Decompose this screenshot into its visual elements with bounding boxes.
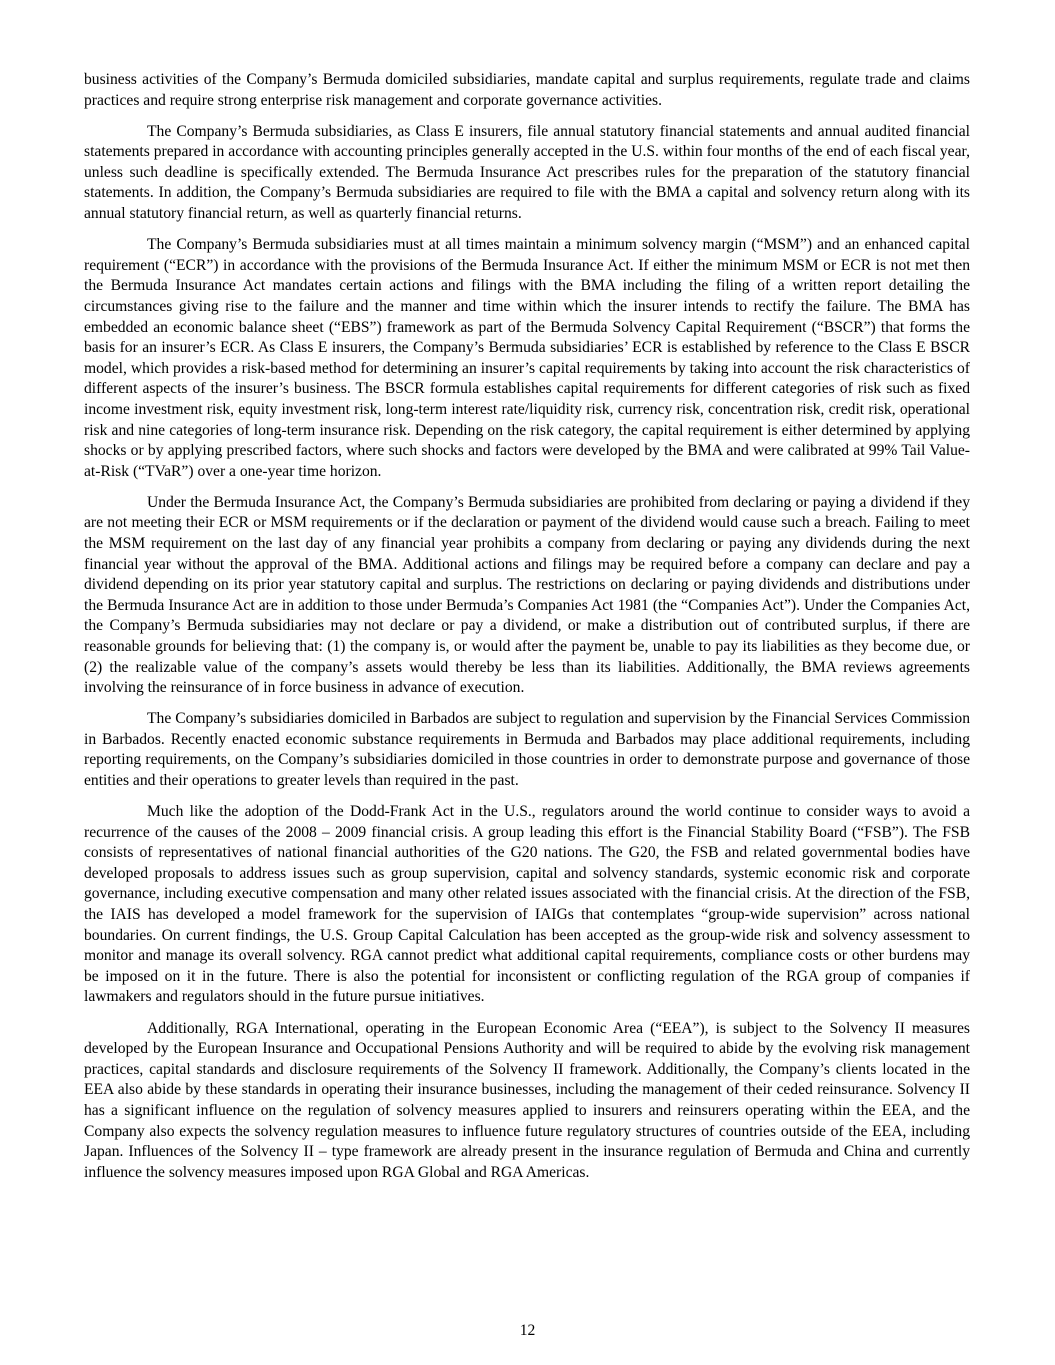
- paragraph: Under the Bermuda Insurance Act, the Company’s Bermuda subsidiaries are prohibited from declaring or paying a dividend if they are not meeting their ECR or MSM requirements or if the declaration or payment of the dividend would cause such a breach. Failing to meet the MSM requirement on the last day of any financial year prohibits a company from declaring or paying any dividends during the next financial year without the approval of the BMA. Additional actions and filings may be required before a company can declare and pay a dividend depending on its prior year statutory capital and surplus. The restrictions on declaring or paying dividends and distributions under the Bermuda Insurance Act are in addition to those under Bermuda’s Companies Act 1981 (the “Companies Act”). Under the Companies Act, the Company’s Bermuda subsidiaries may not declare or pay a dividend, or make a distribution out of contributed surplus, if there are reasonable grounds for believing that: (1) the company is, or would after the payment be, unable to pay its liabilities as they become due, or (2) the realizable value of the company’s assets would thereby be less than its liabilities. Additionally, the BMA reviews agreements involving the reinsurance of in force business in advance of execution.: [84, 493, 970, 697]
- paragraph: Additionally, RGA International, operating in the European Economic Area (“EEA”), is subject to the Solvency II measures developed by the European Insurance and Occupational Pensions Authority and will be required to abide by the evolving risk management practices, capital standards and disclosure requirements of the Solvency II framework. Additionally, the Company’s clients located in the EEA also abide by these standards in operating their insurance businesses, including the management of their ceded reinsurance. Solvency II has a significant influence on the regulation of solvency measures applied to insurers and reinsurers operating within the EEA, and the Company also expects the solvency regulation measures to influence future regulatory structures of countries outside of the EEA, including Japan. Influences of the Solvency II – type framework are already present in the insurance regulation of Bermuda and China and currently influence the solvency measures imposed upon RGA Global and RGA Americas.: [84, 1019, 970, 1181]
- document-body: [84, 70, 970, 1194]
- paragraph: The Company’s Bermuda subsidiaries, as Class E insurers, file annual statutory financial statements and annual audited financial statements prepared in accordance with accounting principles generally accepted in the U.S. within four months of the end of each fiscal year, unless such deadline is specifically extended. The Bermuda Insurance Act prescribes rules for the preparation of the statutory financial statements. In addition, the Company’s Bermuda subsidiaries are required to file with the BMA a capital and solvency return along with its annual statutory financial return, as well as quarterly financial returns.: [84, 122, 970, 223]
- page-number: 12: [519, 1322, 536, 1339]
- paragraph: The Company’s subsidiaries domiciled in Barbados are subject to regulation and supervision by the Financial Services Commission in Barbados. Recently enacted economic substance requirements in Bermuda and Barbados may place additional requirements, including reporting requirements, on the Company’s subsidiaries domiciled in those countries in order to demonstrate purpose and governance of those entities and their operations to greater levels than required in the past.: [84, 710, 970, 789]
- paragraph: The Company’s Bermuda subsidiaries must at all times maintain a minimum solvency margin (“MSM”) and an enhanced capital requirement (“ECR”) in accordance with the provisions of the Bermuda Insurance Act. If either the minimum MSM or ECR is not met then the Bermuda Insurance Act mandates certain actions and filings with the BMA including the filing of a written report detailing the circumstances giving rise to the failure and the manner and time within which the insurer intends to rectify the failure. The BMA has embedded an economic balance sheet (“EBS”) framework as part of the Bermuda Solvency Capital Requirement (“BSCR”) that forms the basis for an insurer’s ECR. As Class E insurers, the Company’s Bermuda subsidiaries’ ECR is established by reference to the Class E BSCR model, which provides a risk-based method for determining an insurer’s capital requirements by taking into account the risk characteristics of different aspects of the insurer’s business. The BSCR formula establishes capital requirements for different categories of risk such as fixed income investment risk, equity investment risk, long-term interest rate/liquidity risk, currency risk, concentration risk, credit risk, operational risk and nine categories of long-term insurance risk. Depending on the risk category, the capital requirement is either determined by applying shocks or by applying prescribed factors, where such shocks and factors were developed by the BMA and were calibrated at 99% Tail Value-at-Risk (“TVaR”) over a one-year time horizon.: [84, 236, 970, 480]
- paragraph: business activities of the Company’s Bermuda domiciled subsidiaries, mandate capital and surplus requirements, regulate trade and claims practices and require strong enterprise risk management and corporate governance activities.: [84, 71, 970, 109]
- paragraph: Much like the adoption of the Dodd-Frank Act in the U.S., regulators around the world continue to consider ways to avoid a recurrence of the causes of the 2008 – 2009 financial crisis. A group leading this effort is the Financial Stability Board (“FSB”). The FSB consists of representatives of national financial authorities of the G20 nations. The G20, the FSB and related governmental bodies have developed proposals to address issues such as group supervision, capital and solvency standards, systemic economic risk and corporate governance, including executive compensation and many other related issues associated with the financial crisis. At the direction of the FSB, the IAIS has developed a model framework for the supervision of IAIGs that contemplates “group-wide supervision” across national boundaries. On current findings, the U.S. Group Capital Calculation has been accepted as the group-wide risk and solvency assessment to monitor and manage its overall solvency. RGA cannot predict what additional capital requirements, compliance costs or other burdens may be imposed on it in the future. There is also the potential for inconsistent or conflicting regulation of the RGA group of companies if lawmakers and regulators should in the future pursue initiatives.: [84, 803, 970, 1006]
